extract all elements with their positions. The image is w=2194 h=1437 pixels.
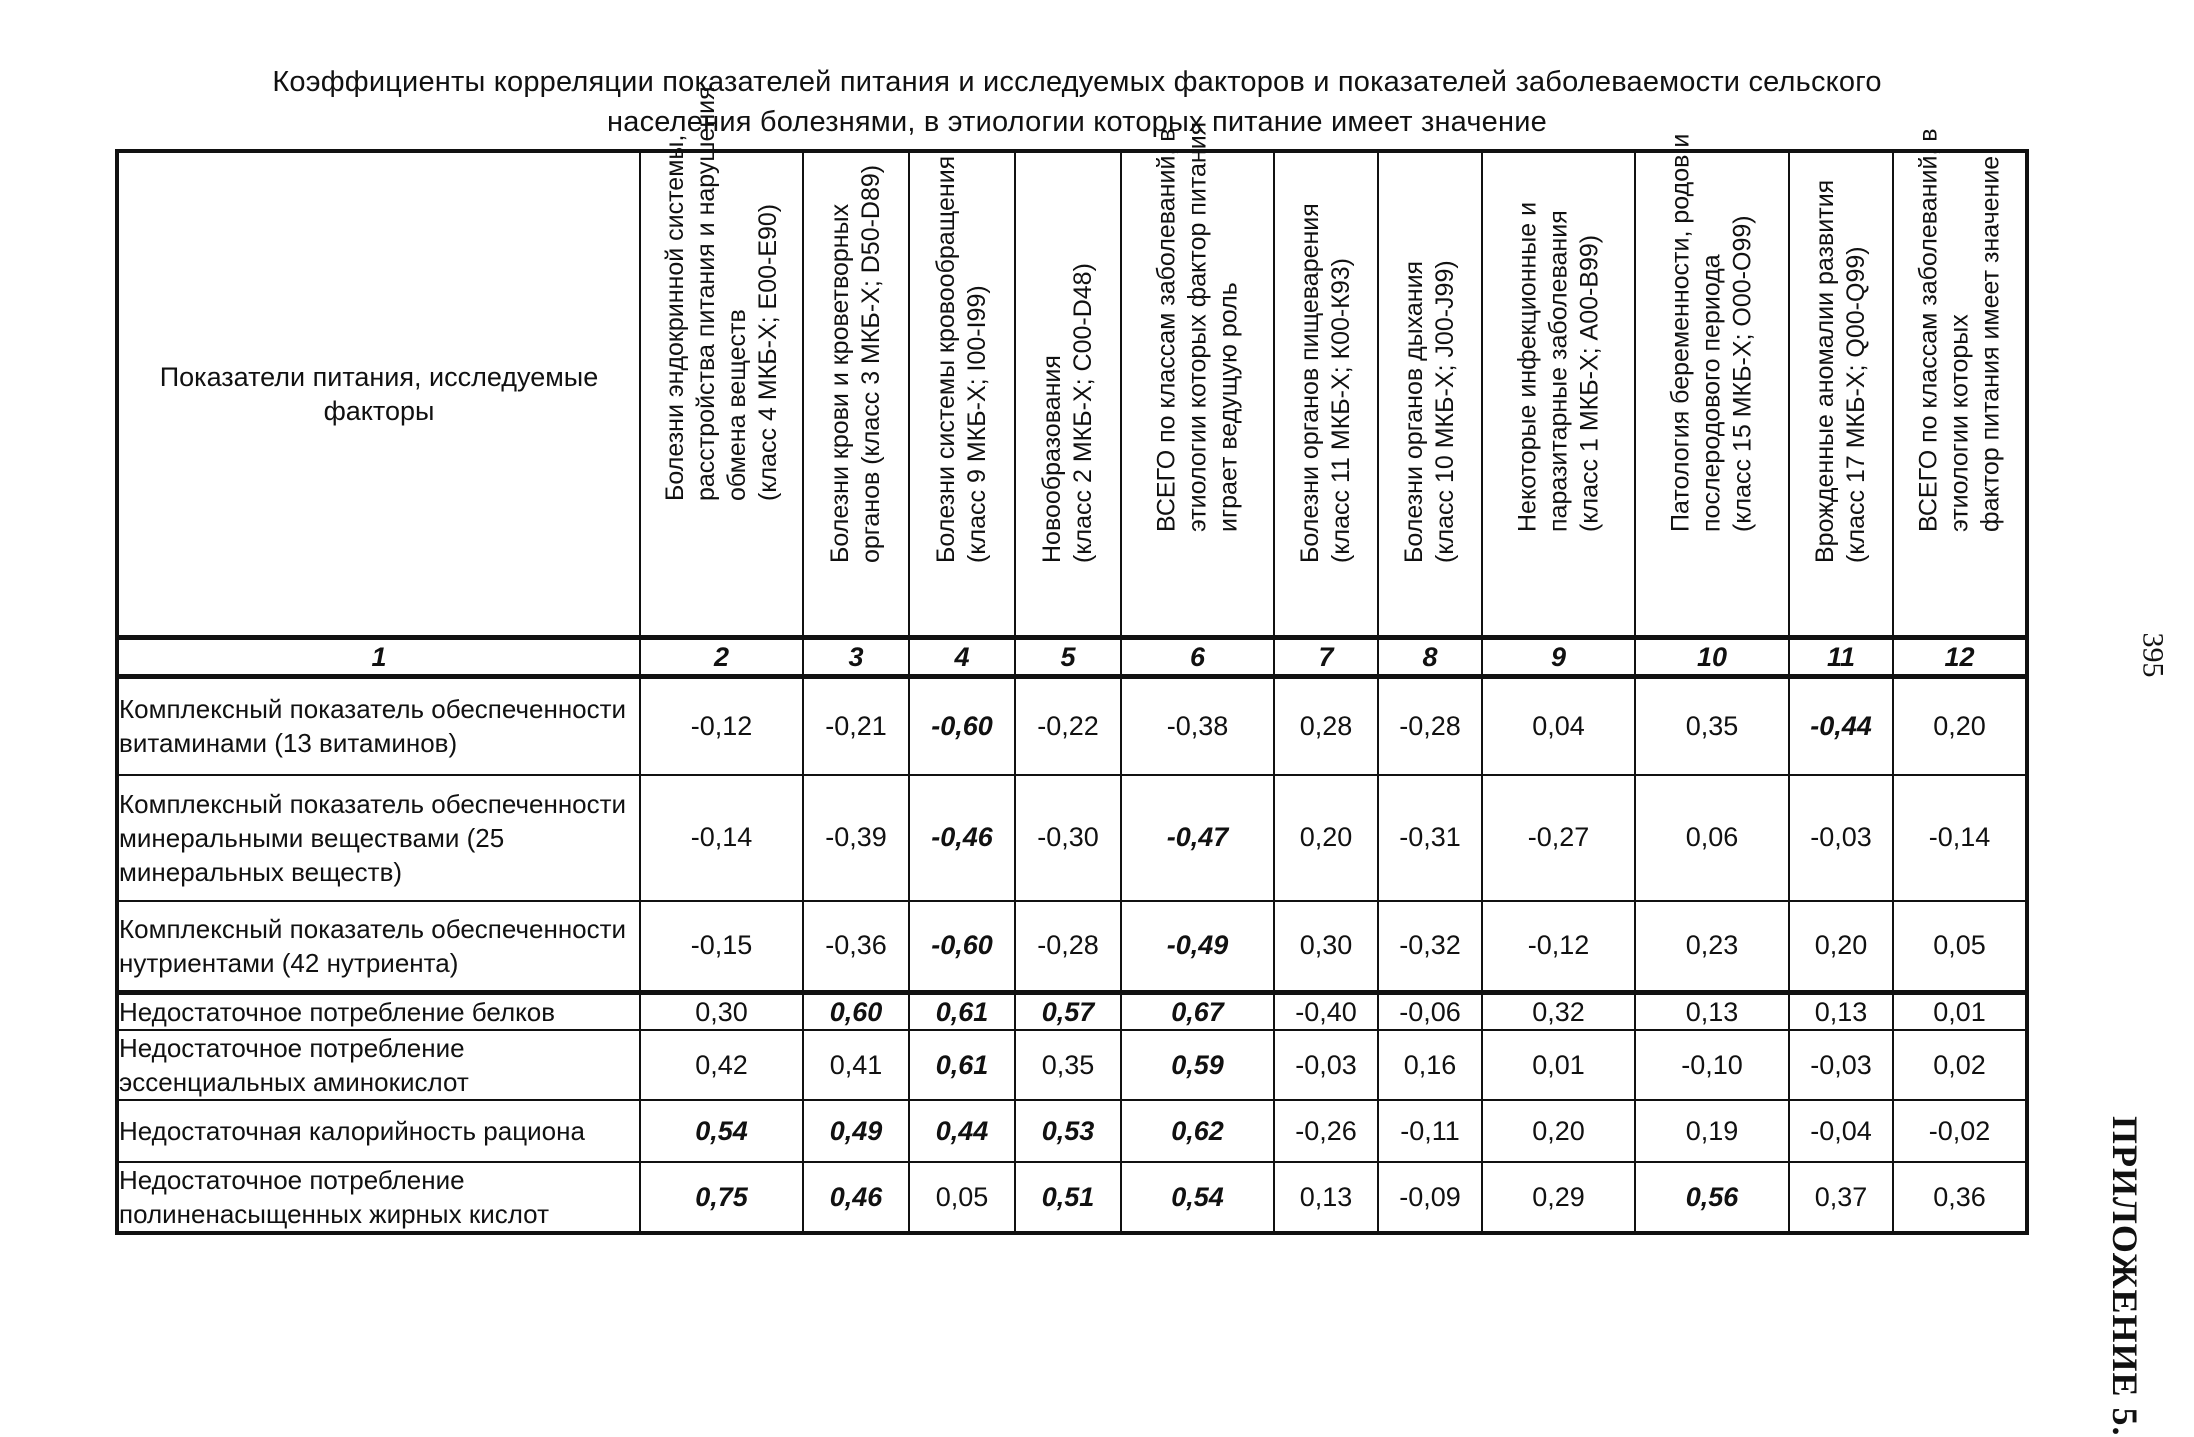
correlation-value: 0,36 (1893, 1162, 2027, 1233)
correlation-value: 0,13 (1274, 1162, 1378, 1233)
column-header-10 (1635, 133, 1789, 638)
correlation-value: -0,15 (640, 901, 803, 993)
column-header-line: Некоторые инфекционные и (1513, 201, 1541, 532)
column-header-6 (1121, 121, 1274, 638)
column-header-line: Новообразования (1038, 355, 1066, 563)
table-row (117, 901, 2027, 993)
correlation-value: 0,32 (1482, 993, 1635, 1031)
correlation-value: 0,13 (1789, 993, 1893, 1031)
column-header-3 (803, 151, 909, 638)
correlation-value: -0,02 (1893, 1100, 2027, 1162)
table-row (117, 775, 2027, 901)
correlation-value: 0,37 (1789, 1162, 1893, 1233)
correlation-value: -0,46 (909, 775, 1015, 901)
column-header-line: обмена веществ (722, 309, 751, 501)
column-header-text (1512, 202, 1605, 532)
correlation-value: 0,67 (1121, 993, 1274, 1031)
correlation-value: 0,35 (1635, 677, 1789, 775)
correlation-value: 0,56 (1635, 1162, 1789, 1233)
column-header-text (1151, 122, 1244, 532)
correlation-value: 0,46 (803, 1162, 909, 1233)
correlation-value: 0,04 (1482, 677, 1635, 775)
correlation-value: -0,28 (1378, 677, 1482, 775)
correlation-value: -0,03 (1789, 1030, 1893, 1100)
correlation-value: 0,02 (1893, 1030, 2027, 1100)
column-header-line: (класс 4 МКБ-Х; Е00-Е90) (753, 203, 782, 501)
correlation-value: 0,19 (1635, 1100, 1789, 1162)
column-header-line: ВСЕГО по классам заболеваний, в (1152, 128, 1180, 532)
column-number: 3 (803, 638, 909, 677)
table-row (117, 1162, 2027, 1233)
column-header-line: расстройства питания и нарушения (691, 86, 720, 501)
table-row (117, 1030, 2027, 1100)
column-header-text (1666, 134, 1759, 532)
correlation-value: -0,27 (1482, 775, 1635, 901)
correlation-value: -0,47 (1121, 775, 1274, 901)
column-header-line: органов (класс 3 МКБ-Х; D50-D89) (857, 164, 885, 563)
column-header-7 (1274, 151, 1378, 638)
column-header-line: Болезни эндокринной системы, (660, 134, 689, 501)
column-number: 2 (640, 638, 803, 677)
correlation-value: 0,57 (1015, 993, 1121, 1031)
row-label: Недостаточное потребление полиненасыщенных жирных кислот (117, 1162, 640, 1233)
row-label: Комплексный показатель обеспеченности минеральными веществами (25 минеральных веществ) (117, 775, 640, 901)
correlation-value: -0,04 (1789, 1100, 1893, 1162)
correlation-value: 0,30 (1274, 901, 1378, 993)
correlation-value: -0,60 (909, 901, 1015, 993)
correlation-value: -0,12 (640, 677, 803, 775)
correlation-value: 0,13 (1635, 993, 1789, 1031)
correlation-value: -0,26 (1274, 1100, 1378, 1162)
column-header-text (1037, 263, 1099, 563)
column-header-text (825, 165, 887, 563)
correlation-value: 0,23 (1635, 901, 1789, 993)
correlation-value: 0,01 (1893, 993, 2027, 1031)
correlation-value: 0,54 (1121, 1162, 1274, 1233)
correlation-value: 0,49 (803, 1100, 909, 1162)
column-header-line: ВСЕГО по классам заболеваний, в (1914, 128, 1942, 532)
correlation-value: 0,01 (1482, 1030, 1635, 1100)
column-header-text (1295, 203, 1357, 563)
correlation-value: 0,51 (1015, 1162, 1121, 1233)
correlation-value: -0,09 (1378, 1162, 1482, 1233)
correlation-value: -0,36 (803, 901, 909, 993)
column-header-text (1399, 260, 1461, 563)
correlation-value: -0,32 (1378, 901, 1482, 993)
row-header-cell: Показатели питания, исследуемые факторы (117, 151, 640, 638)
correlation-value: 0,30 (640, 993, 803, 1031)
correlation-value: -0,40 (1274, 993, 1378, 1031)
column-header-line: (класс 15 МКБ-Х; О00-О99) (1728, 215, 1757, 532)
correlation-value: 0,42 (640, 1030, 803, 1100)
column-number: 4 (909, 638, 1015, 677)
column-header-line: фактор питания имеет значение (1976, 155, 2004, 532)
header-row (117, 151, 2027, 638)
correlation-value: 0,54 (640, 1100, 803, 1162)
column-header-line: этиологии которых (1945, 314, 1973, 532)
correlation-value: -0,14 (640, 775, 803, 901)
row-label: Недостаточное потребление белков (117, 993, 640, 1031)
column-header-9 (1482, 151, 1635, 638)
column-header-line: паразитарные заболевания (1544, 210, 1572, 532)
table-body (117, 677, 2027, 1234)
correlation-value: 0,20 (1893, 677, 2027, 775)
correlation-value: -0,03 (1274, 1030, 1378, 1100)
table-row (117, 993, 2027, 1031)
correlation-value: -0,49 (1121, 901, 1274, 993)
correlation-value: 0,61 (909, 1030, 1015, 1100)
correlation-value: 0,61 (909, 993, 1015, 1031)
column-number: 12 (1893, 638, 2027, 677)
column-header-text (931, 156, 993, 563)
correlation-value: 0,44 (909, 1100, 1015, 1162)
column-header-line: этиологии которых фактор питания (1183, 121, 1211, 532)
column-header-4 (909, 151, 1015, 638)
column-header-line: Болезни системы кровообращения (932, 155, 960, 563)
column-number: 5 (1015, 638, 1121, 677)
correlation-value: 0,05 (909, 1162, 1015, 1233)
column-header-12 (1893, 128, 2027, 638)
correlation-value: -0,60 (909, 677, 1015, 775)
correlation-value: -0,39 (803, 775, 909, 901)
column-header-line: (класс 10 МКБ-Х; J00-J99) (1431, 260, 1459, 563)
column-header-11 (1789, 151, 1893, 638)
column-header-line: Болезни крови и кроветворных (826, 203, 854, 563)
correlation-value: -0,38 (1121, 677, 1274, 775)
column-header-line: (класс 2 МКБ-Х; С00-D48) (1069, 263, 1097, 563)
correlation-value: -0,06 (1378, 993, 1482, 1031)
column-header-line: (класс 11 МКБ-Х; К00-К93) (1327, 258, 1355, 563)
correlation-value: -0,03 (1789, 775, 1893, 901)
column-header-text (660, 86, 784, 501)
column-header-line: Болезни органов дыхания (1400, 260, 1428, 563)
column-header-line: (класс 1 МКБ-Х; А00-В99) (1575, 234, 1603, 532)
column-header-line: играет ведущую роль (1214, 282, 1242, 532)
correlation-value: 0,20 (1274, 775, 1378, 901)
correlation-value: -0,12 (1482, 901, 1635, 993)
column-header-5 (1015, 151, 1121, 638)
correlation-value: 0,05 (1893, 901, 2027, 993)
table-title-line-2: населения болезнями, в этиологии которых питание имеет значение (607, 106, 1547, 138)
page-number: 395 (2136, 632, 2170, 678)
correlation-value: -0,30 (1015, 775, 1121, 901)
column-number: 10 (1635, 638, 1789, 677)
column-number: 7 (1274, 638, 1378, 677)
column-header-text (1913, 128, 2006, 532)
table-title (117, 62, 2037, 142)
column-header-line: послеродового периода (1697, 254, 1726, 532)
correlation-value: 0,20 (1789, 901, 1893, 993)
correlation-value: 0,35 (1015, 1030, 1121, 1100)
correlation-value: 0,53 (1015, 1100, 1121, 1162)
column-number-row (117, 638, 2027, 677)
column-header-line: (класс 17 МКБ-Х; Q00-Q99) (1842, 246, 1870, 563)
correlation-value: 0,60 (803, 993, 909, 1031)
appendix-label: ПРИЛОЖЕНИЕ 5. (2105, 1116, 2145, 1437)
column-number: 1 (117, 638, 640, 677)
row-label: Недостаточная калорийность рациона (117, 1100, 640, 1162)
correlation-value: 0,28 (1274, 677, 1378, 775)
correlation-value: -0,14 (1893, 775, 2027, 901)
column-number: 9 (1482, 638, 1635, 677)
column-header-line: Болезни органов пищеварения (1296, 203, 1324, 563)
column-number: 6 (1121, 638, 1274, 677)
table-row (117, 1100, 2027, 1162)
correlation-value: -0,11 (1378, 1100, 1482, 1162)
correlation-value: 0,16 (1378, 1030, 1482, 1100)
correlation-value: 0,29 (1482, 1162, 1635, 1233)
column-number: 11 (1789, 638, 1893, 677)
correlation-value: 0,75 (640, 1162, 803, 1233)
correlation-value: 0,62 (1121, 1100, 1274, 1162)
correlation-value: 0,41 (803, 1030, 909, 1100)
correlation-value: -0,22 (1015, 677, 1121, 775)
column-header-line: (класс 9 МКБ-Х; I00-I99) (963, 285, 991, 563)
correlation-value: -0,10 (1635, 1030, 1789, 1100)
column-header-8 (1378, 151, 1482, 638)
correlation-value: 0,06 (1635, 775, 1789, 901)
column-header-line: Патология беременности, родов и (1666, 133, 1695, 532)
correlation-value: -0,31 (1378, 775, 1482, 901)
correlation-value: -0,21 (803, 677, 909, 775)
table-title-line-1: Коэффициенты корреляции показателей питания и исследуемых факторов и показателей заболеваемости сельского (272, 66, 1882, 98)
correlation-value: -0,44 (1789, 677, 1893, 775)
table-row (117, 677, 2027, 775)
correlation-value: -0,28 (1015, 901, 1121, 993)
column-number: 8 (1378, 638, 1482, 677)
row-label: Комплексный показатель обеспеченности нутриентами (42 нутриента) (117, 901, 640, 993)
correlation-value: 0,20 (1482, 1100, 1635, 1162)
column-header-line: Врожденные аномалии развития (1811, 179, 1839, 563)
row-label: Недостаточное потребление эссенциальных аминокислот (117, 1030, 640, 1100)
column-header-2 (640, 86, 803, 638)
column-header-text (1810, 180, 1872, 563)
correlation-value: 0,59 (1121, 1030, 1274, 1100)
row-label: Комплексный показатель обеспеченности витаминами (13 витаминов) (117, 677, 640, 775)
